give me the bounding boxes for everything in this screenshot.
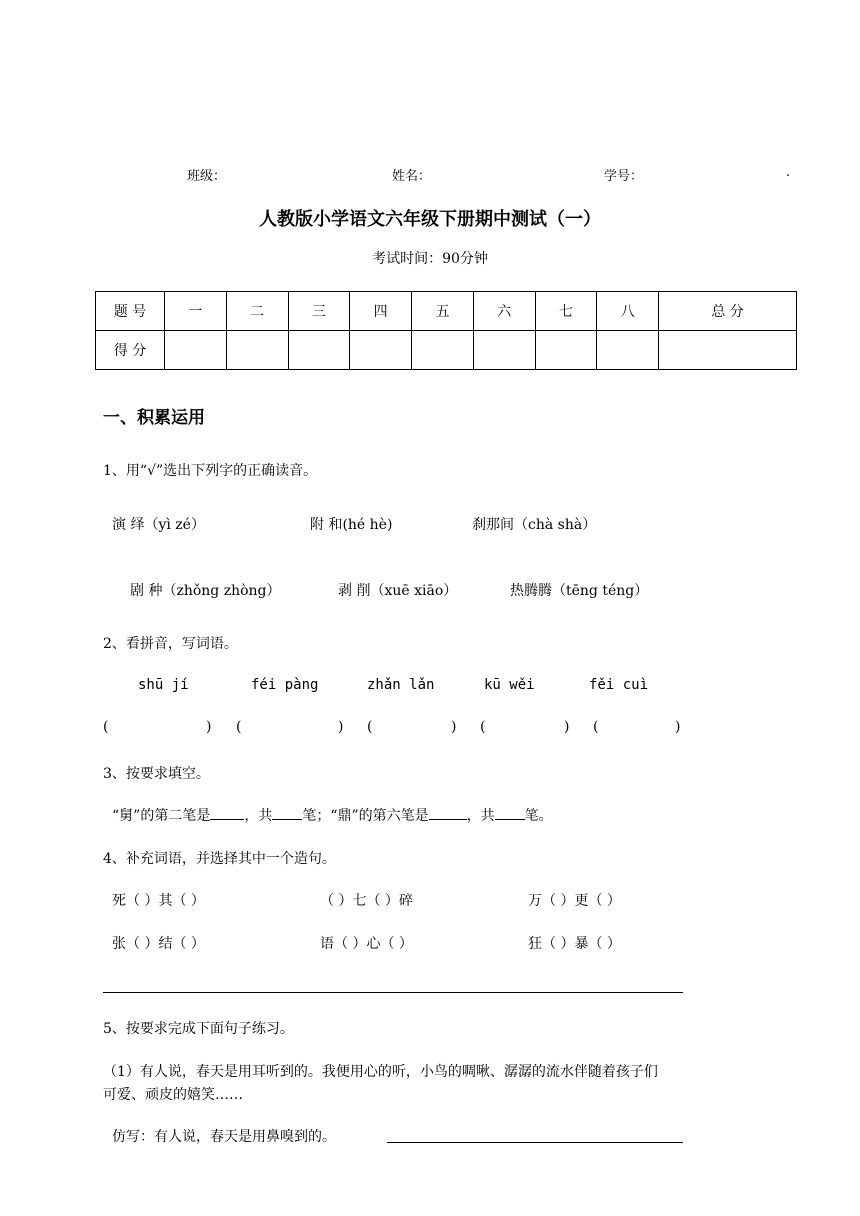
q3-text: ，共 bbox=[466, 808, 495, 824]
score-cell[interactable] bbox=[412, 331, 474, 370]
pinyin-word: shū jí bbox=[138, 677, 189, 693]
score-cell[interactable] bbox=[535, 331, 597, 370]
question-1-prompt: 1、用“√”选出下列字的正确读音。 bbox=[103, 463, 318, 479]
section-title: 一、积累运用 bbox=[103, 408, 205, 428]
pinyin-word: féi pàng bbox=[251, 677, 319, 693]
column-header: 总 分 bbox=[659, 292, 797, 331]
column-header: 八 bbox=[597, 292, 659, 331]
q3-text: “舅”的第二笔是 bbox=[112, 808, 211, 824]
pinyin-choice[interactable]: 剥 削（xuē xiāo） bbox=[338, 583, 458, 599]
score-cell[interactable] bbox=[350, 331, 412, 370]
answer-paren-close: ) bbox=[451, 719, 457, 735]
sentence-line: （1）有人说，春天是用耳听到的。我便用心的听，小鸟的啁啾、潺潺的流水伴随着孩子们 bbox=[103, 1064, 658, 1080]
score-cell[interactable] bbox=[226, 331, 288, 370]
student-id-label: 学号： bbox=[604, 169, 644, 184]
question-3-body bbox=[112, 805, 553, 825]
score-cell[interactable] bbox=[288, 331, 350, 370]
column-header: 五 bbox=[412, 292, 474, 331]
blank-line[interactable] bbox=[429, 805, 467, 820]
class-label: 班级： bbox=[187, 169, 227, 184]
question-2-prompt: 2、看拼音，写词语。 bbox=[103, 636, 238, 652]
answer-paren-close: ) bbox=[206, 719, 212, 735]
question-3-prompt: 3、按要求填空。 bbox=[103, 766, 210, 782]
column-header: 三 bbox=[288, 292, 350, 331]
score-label: 得 分 bbox=[96, 331, 165, 370]
pinyin-choice[interactable]: 附 和(hé hè) bbox=[310, 517, 393, 533]
pinyin-choice[interactable]: 演 绎（yì zé） bbox=[112, 517, 205, 533]
idiom-fill[interactable]: 语（ ）心（ ） bbox=[320, 936, 413, 952]
column-header: 四 bbox=[350, 292, 412, 331]
question-4-prompt: 4、补充词语，并选择其中一个造句。 bbox=[103, 851, 336, 867]
answer-paren-close: ) bbox=[564, 719, 570, 735]
pinyin-word: fěi cuì bbox=[589, 677, 649, 693]
sentence-line: 可爱、顽皮的嬉笑…… bbox=[103, 1087, 243, 1103]
sentence-answer-line[interactable] bbox=[103, 992, 683, 993]
q3-text: ，共 bbox=[244, 808, 273, 824]
score-cell[interactable] bbox=[659, 331, 797, 370]
pinyin-choice[interactable]: 刹那间（chà shà） bbox=[472, 517, 597, 533]
blank-line[interactable] bbox=[272, 805, 302, 820]
idiom-fill[interactable]: 张（ ）结（ ） bbox=[112, 936, 205, 952]
answer-paren-open: ( bbox=[103, 719, 109, 735]
score-cell[interactable] bbox=[597, 331, 659, 370]
score-cell[interactable] bbox=[473, 331, 535, 370]
answer-paren-close: ) bbox=[338, 719, 344, 735]
column-header: 一 bbox=[165, 292, 227, 331]
pinyin-choice[interactable]: 热腾腾（tēng téng） bbox=[510, 583, 649, 599]
answer-paren-open: ( bbox=[480, 719, 486, 735]
answer-paren-close: ) bbox=[675, 719, 681, 735]
score-table bbox=[95, 291, 797, 370]
imitate-prompt: 仿写：有人说，春天是用鼻嗅到的。 bbox=[112, 1129, 336, 1145]
answer-paren-open: ( bbox=[236, 719, 242, 735]
student-info-line bbox=[0, 165, 860, 185]
end-mark: . bbox=[786, 165, 791, 180]
table-row bbox=[96, 331, 797, 370]
q3-text: 笔。 bbox=[524, 808, 553, 824]
imitate-answer-line[interactable] bbox=[387, 1142, 683, 1143]
q3-text: 笔；“鼎”的第六笔是 bbox=[302, 808, 429, 824]
score-cell[interactable] bbox=[165, 331, 227, 370]
idiom-fill[interactable]: 万（ ）更（ ） bbox=[528, 893, 621, 909]
pinyin-word: kū wěi bbox=[484, 677, 535, 693]
name-label: 姓名： bbox=[392, 169, 432, 184]
pinyin-word: zhǎn lǎn bbox=[367, 677, 435, 693]
answer-paren-open: ( bbox=[593, 719, 599, 735]
table-row bbox=[96, 292, 797, 331]
exam-time: 考试时间：90分钟 bbox=[372, 251, 488, 267]
idiom-fill[interactable]: 狂（ ）暴（ ） bbox=[528, 936, 621, 952]
pinyin-choice[interactable]: 剧 种（zhǒng zhòng） bbox=[130, 583, 281, 599]
column-header: 七 bbox=[535, 292, 597, 331]
question-5-prompt: 5、按要求完成下面句子练习。 bbox=[103, 1021, 294, 1037]
page-title: 人教版小学语文六年级下册期中测试（一） bbox=[259, 209, 601, 230]
blank-line[interactable] bbox=[495, 805, 525, 820]
question-number-label: 题 号 bbox=[96, 292, 165, 331]
idiom-fill[interactable]: 死（ ）其（ ） bbox=[112, 893, 205, 909]
idiom-fill[interactable]: （ ）七（ ）碎 bbox=[320, 893, 413, 909]
column-header: 二 bbox=[226, 292, 288, 331]
blank-line[interactable] bbox=[210, 805, 244, 820]
answer-paren-open: ( bbox=[367, 719, 373, 735]
column-header: 六 bbox=[473, 292, 535, 331]
